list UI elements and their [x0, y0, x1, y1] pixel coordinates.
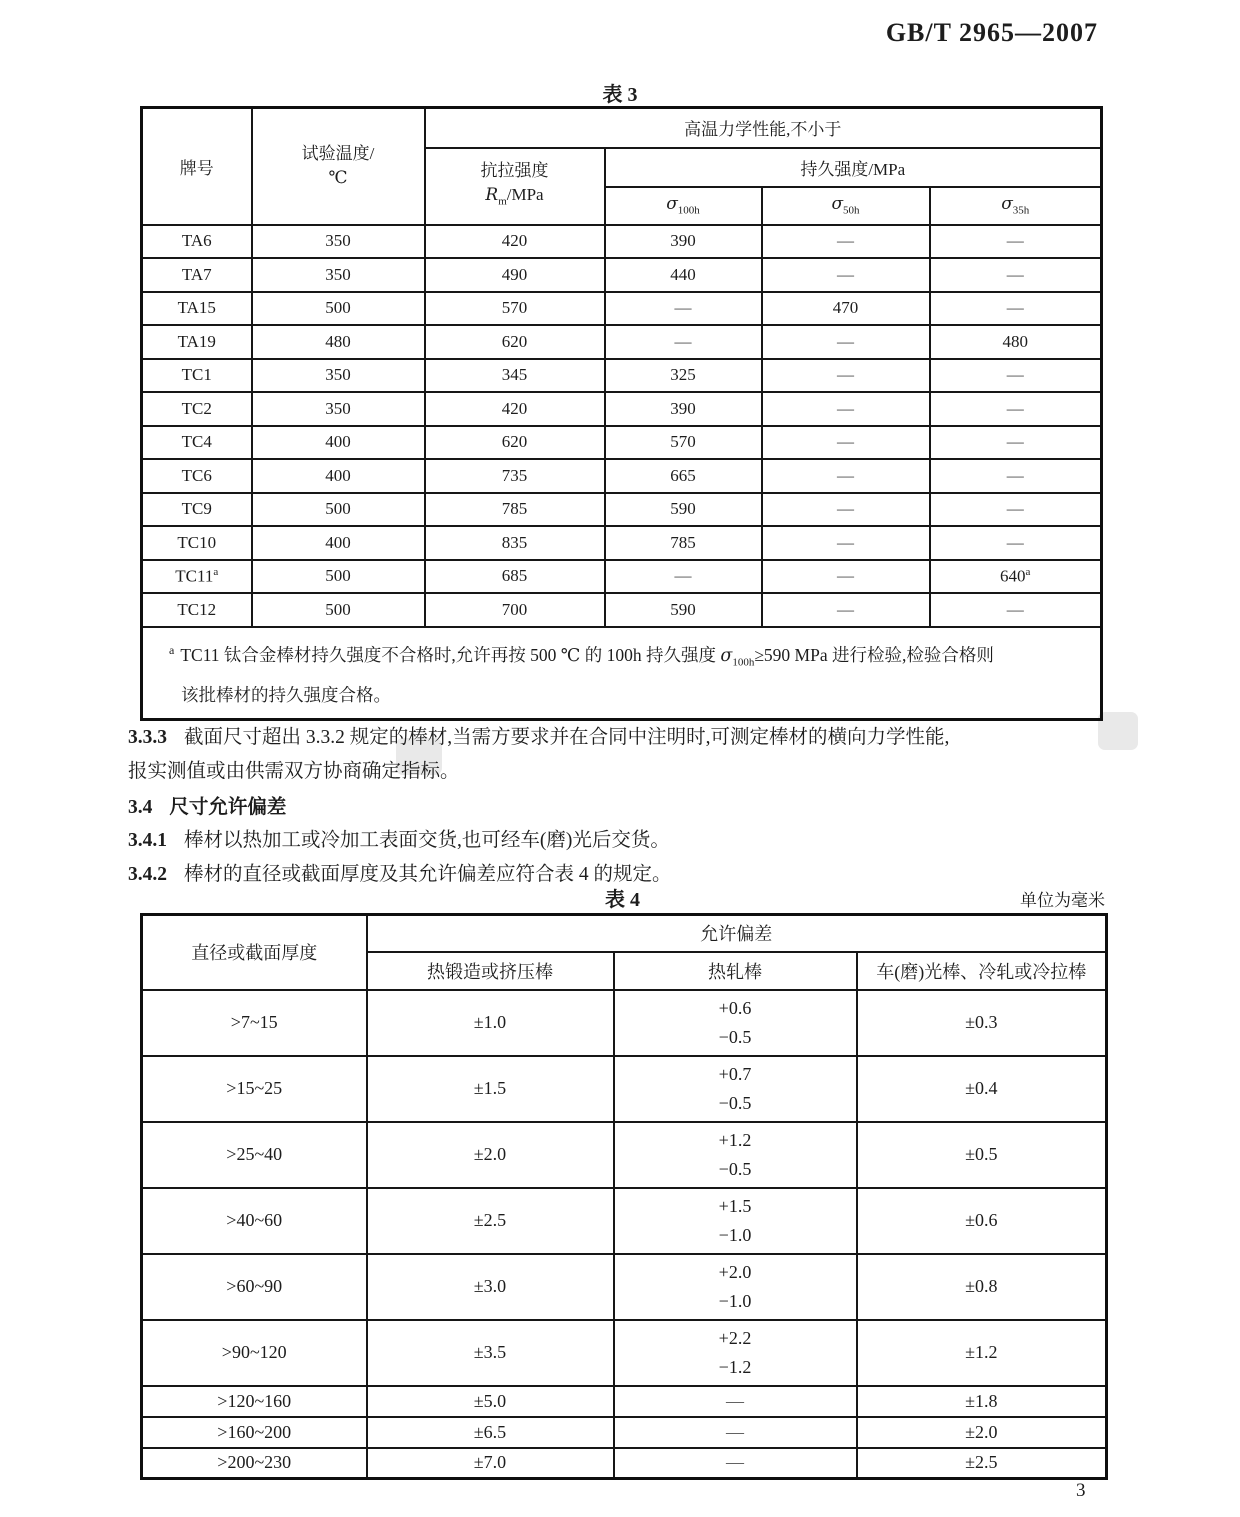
- table3-caption: 表 3: [602, 84, 638, 106]
- turned-tolerance-cell: ±2.0: [857, 1417, 1107, 1448]
- grade-cell: TC2: [142, 392, 252, 426]
- table3-row: [142, 392, 1102, 426]
- forged-tolerance-cell: ±2.0: [367, 1122, 614, 1188]
- grade-cell: TA6: [142, 225, 252, 259]
- sigma-100h-cell: 590: [605, 493, 762, 527]
- grade-cell: TA19: [142, 325, 252, 359]
- tensile-strength-cell: 620: [425, 426, 605, 460]
- table3-row: [142, 560, 1102, 594]
- table3-header-sigma-50h: $\sigma_{50h}$: [762, 187, 930, 225]
- table3-row: [142, 426, 1102, 460]
- tensile-strength-cell: 490: [425, 258, 605, 292]
- footnote-marker: a: [1025, 565, 1031, 578]
- table4-row: [142, 1448, 1107, 1479]
- forged-tolerance-cell: ±1.5: [367, 1056, 614, 1122]
- table3-row: [142, 225, 1102, 259]
- sigma-50h-cell: —: [762, 359, 930, 393]
- table4-header-size: 直径或截面厚度: [142, 915, 367, 990]
- tensile-strength-cell: 420: [425, 225, 605, 259]
- sigma-50h-cell: —: [762, 493, 930, 527]
- temperature-cell: 350: [252, 392, 425, 426]
- table3-header-sigma-100h: $\sigma_{100h}$: [605, 187, 762, 225]
- table3-header-sigma-35h: $\sigma_{35h}$: [930, 187, 1102, 225]
- footnote-line2: 该批棒材的持久强度合格。: [181, 684, 391, 705]
- table4: [140, 913, 1108, 1480]
- table4-header-row-1: [142, 915, 1107, 952]
- table3-body: [142, 225, 1102, 627]
- sigma-100h-cell: 325: [605, 359, 762, 393]
- sigma-50h-cell: —: [762, 325, 930, 359]
- table4-body: [142, 990, 1107, 1479]
- sigma-35h-cell: —: [930, 392, 1102, 426]
- temperature-cell: 500: [252, 493, 425, 527]
- forged-tolerance-cell: ±2.5: [367, 1188, 614, 1254]
- table3-footnote-cell: [142, 627, 1102, 720]
- turned-tolerance-cell: ±0.3: [857, 990, 1107, 1056]
- clause-3-4-1: 3.4.1 棒材以热加工或冷加工表面交货,也可经车(磨)光后交货。: [128, 830, 670, 851]
- turned-tolerance-cell: ±1.8: [857, 1386, 1107, 1417]
- table3: [140, 106, 1103, 721]
- table3-row: [142, 493, 1102, 527]
- tensile-strength-cell: 735: [425, 459, 605, 493]
- forged-tolerance-cell: ±3.5: [367, 1320, 614, 1386]
- sigma-35h-cell: —: [930, 292, 1102, 326]
- sigma-50h-cell: —: [762, 560, 930, 594]
- table4-header-group: 允许偏差: [367, 915, 1107, 952]
- sigma-50h-cell: —: [762, 426, 930, 460]
- turned-tolerance-cell: ±0.8: [857, 1254, 1107, 1320]
- tensile-strength-cell: 700: [425, 593, 605, 627]
- table4-header-rolled: 热轧棒: [614, 952, 857, 990]
- clause-3-3-3: 3.3.3 截面尺寸超出 3.3.2 规定的棒材,当需方要求并在合同中注明时,可测定棒材的横向力学性能, 报实测值或由供需双方协商确定指标。: [128, 727, 950, 782]
- sigma-50h-cell: —: [762, 225, 930, 259]
- table3-row: [142, 258, 1102, 292]
- rolled-tolerance-cell: —: [614, 1448, 857, 1479]
- table3-row: [142, 359, 1102, 393]
- sigma-50h-cell: —: [762, 526, 930, 560]
- sigma-35h-cell: —: [930, 593, 1102, 627]
- sigma-100h-cell: 785: [605, 526, 762, 560]
- sigma-100h-cell: —: [605, 292, 762, 326]
- sigma-50h-cell: —: [762, 392, 930, 426]
- grade-cell: TC12: [142, 593, 252, 627]
- sigma-35h-cell: 480: [930, 325, 1102, 359]
- table3-header-temperature: 试验温度/ ℃: [252, 108, 425, 225]
- sigma-100h-cell: 570: [605, 426, 762, 460]
- table4-row: [142, 1188, 1107, 1254]
- tensile-strength-cell: 345: [425, 359, 605, 393]
- sigma-50h-cell: —: [762, 593, 930, 627]
- sigma-35h-cell: —: [930, 359, 1102, 393]
- size-range-cell: >60~90: [142, 1254, 367, 1320]
- temperature-cell: 480: [252, 325, 425, 359]
- sigma-100h-cell: —: [605, 325, 762, 359]
- table4-row: [142, 1417, 1107, 1448]
- table3-row: [142, 593, 1102, 627]
- sigma-35h-cell: 640$^a$: [930, 560, 1102, 594]
- rolled-tolerance-cell: +2.2 −1.2: [614, 1320, 857, 1386]
- sigma-100h-cell: 390: [605, 225, 762, 259]
- footnote-marker: a: [213, 565, 219, 578]
- temperature-cell: 350: [252, 225, 425, 259]
- sigma-50h-cell: —: [762, 459, 930, 493]
- forged-tolerance-cell: ±6.5: [367, 1417, 614, 1448]
- tensile-strength-cell: 570: [425, 292, 605, 326]
- size-range-cell: >40~60: [142, 1188, 367, 1254]
- sigma-100h-cell: 440: [605, 258, 762, 292]
- tensile-strength-cell: 420: [425, 392, 605, 426]
- rolled-tolerance-cell: +0.6 −0.5: [614, 990, 857, 1056]
- forged-tolerance-cell: ±3.0: [367, 1254, 614, 1320]
- sigma-100h-cell: —: [605, 560, 762, 594]
- table4-row: [142, 1386, 1107, 1417]
- temperature-cell: 400: [252, 526, 425, 560]
- temperature-cell: 500: [252, 560, 425, 594]
- table4-header-forged: 热锻造或挤压棒: [367, 952, 614, 990]
- size-range-cell: >160~200: [142, 1417, 367, 1448]
- grade-cell: TA15: [142, 292, 252, 326]
- table4-row: [142, 1122, 1107, 1188]
- table3-header-endurance: 持久强度/MPa: [605, 148, 1102, 187]
- footnote-line1: $^a$ TC11 钛合金棒材持久强度不合格时,允许再按 500 ℃ 的 100h 持久强度 $\sigma_{100h}\ge 590$ MPa 进行检验,检验合格则: [169, 642, 994, 668]
- size-range-cell: >15~25: [142, 1056, 367, 1122]
- sigma-35h-cell: —: [930, 493, 1102, 527]
- sigma-35h-cell: —: [930, 426, 1102, 460]
- turned-tolerance-cell: ±0.4: [857, 1056, 1107, 1122]
- temperature-cell: 350: [252, 258, 425, 292]
- grade-cell: TC10: [142, 526, 252, 560]
- turned-tolerance-cell: ±0.5: [857, 1122, 1107, 1188]
- grade-cell: TC1: [142, 359, 252, 393]
- sigma-100h-cell: 665: [605, 459, 762, 493]
- rolled-tolerance-cell: —: [614, 1386, 857, 1417]
- forged-tolerance-cell: ±5.0: [367, 1386, 614, 1417]
- table3-header-row-1: [142, 108, 1102, 148]
- sigma-35h-cell: —: [930, 225, 1102, 259]
- table4-row: [142, 1254, 1107, 1320]
- table4-row: [142, 990, 1107, 1056]
- sigma-100h-cell: 390: [605, 392, 762, 426]
- table3-row: [142, 526, 1102, 560]
- rolled-tolerance-cell: —: [614, 1417, 857, 1448]
- tensile-strength-cell: 785: [425, 493, 605, 527]
- sigma-100h-cell: 590: [605, 593, 762, 627]
- size-range-cell: >120~160: [142, 1386, 367, 1417]
- grade-cell: TC6: [142, 459, 252, 493]
- table3-row: [142, 325, 1102, 359]
- tensile-strength-cell: 620: [425, 325, 605, 359]
- sigma-50h-cell: 470: [762, 292, 930, 326]
- size-range-cell: >200~230: [142, 1448, 367, 1479]
- turned-tolerance-cell: ±2.5: [857, 1448, 1107, 1479]
- temperature-cell: 350: [252, 359, 425, 393]
- clause-3-4-2: 3.4.2 棒材的直径或截面厚度及其允许偏差应符合表 4 的规定。: [128, 864, 672, 885]
- temperature-cell: 500: [252, 292, 425, 326]
- table4-row: [142, 1320, 1107, 1386]
- tensile-strength-cell: 685: [425, 560, 605, 594]
- table4-unit-note: 单位为毫米: [1020, 891, 1105, 910]
- sigma-35h-cell: —: [930, 459, 1102, 493]
- table3-header-group: 高温力学性能,不小于: [425, 108, 1102, 148]
- table3-row: [142, 459, 1102, 493]
- size-range-cell: >25~40: [142, 1122, 367, 1188]
- tensile-strength-cell: 835: [425, 526, 605, 560]
- rolled-tolerance-cell: +1.2 −0.5: [614, 1122, 857, 1188]
- forged-tolerance-cell: ±1.0: [367, 990, 614, 1056]
- forged-tolerance-cell: ±7.0: [367, 1448, 614, 1479]
- rolled-tolerance-cell: +0.7 −0.5: [614, 1056, 857, 1122]
- grade-cell: TC11$^a$: [142, 560, 252, 594]
- table4-row: [142, 1056, 1107, 1122]
- clause-3-4-heading: 3.4 尺寸允许偏差: [128, 797, 287, 818]
- table3-header-tensile: 抗拉强度 $R_m$/MPa: [425, 148, 605, 225]
- table3-header-grade: 牌号: [142, 108, 252, 225]
- sigma-35h-cell: —: [930, 258, 1102, 292]
- grade-cell: TC9: [142, 493, 252, 527]
- temperature-cell: 500: [252, 593, 425, 627]
- rolled-tolerance-cell: +1.5 −1.0: [614, 1188, 857, 1254]
- rolled-tolerance-cell: +2.0 −1.0: [614, 1254, 857, 1320]
- turned-tolerance-cell: ±1.2: [857, 1320, 1107, 1386]
- table3-row: [142, 292, 1102, 326]
- standard-code: GB/T 2965—2007: [885, 18, 1098, 47]
- temperature-cell: 400: [252, 426, 425, 460]
- size-range-cell: >7~15: [142, 990, 367, 1056]
- turned-tolerance-cell: ±0.6: [857, 1188, 1107, 1254]
- table3-footnote-row: [142, 627, 1102, 720]
- size-range-cell: >90~120: [142, 1320, 367, 1386]
- sigma-50h-cell: —: [762, 258, 930, 292]
- table4-header-turned: 车(磨)光棒、冷轧或冷拉棒: [857, 952, 1107, 990]
- table4-caption: 表 4: [605, 889, 640, 911]
- grade-cell: TA7: [142, 258, 252, 292]
- page-number: 3: [1076, 1480, 1086, 1501]
- temperature-cell: 400: [252, 459, 425, 493]
- grade-cell: TC4: [142, 426, 252, 460]
- sigma-35h-cell: —: [930, 526, 1102, 560]
